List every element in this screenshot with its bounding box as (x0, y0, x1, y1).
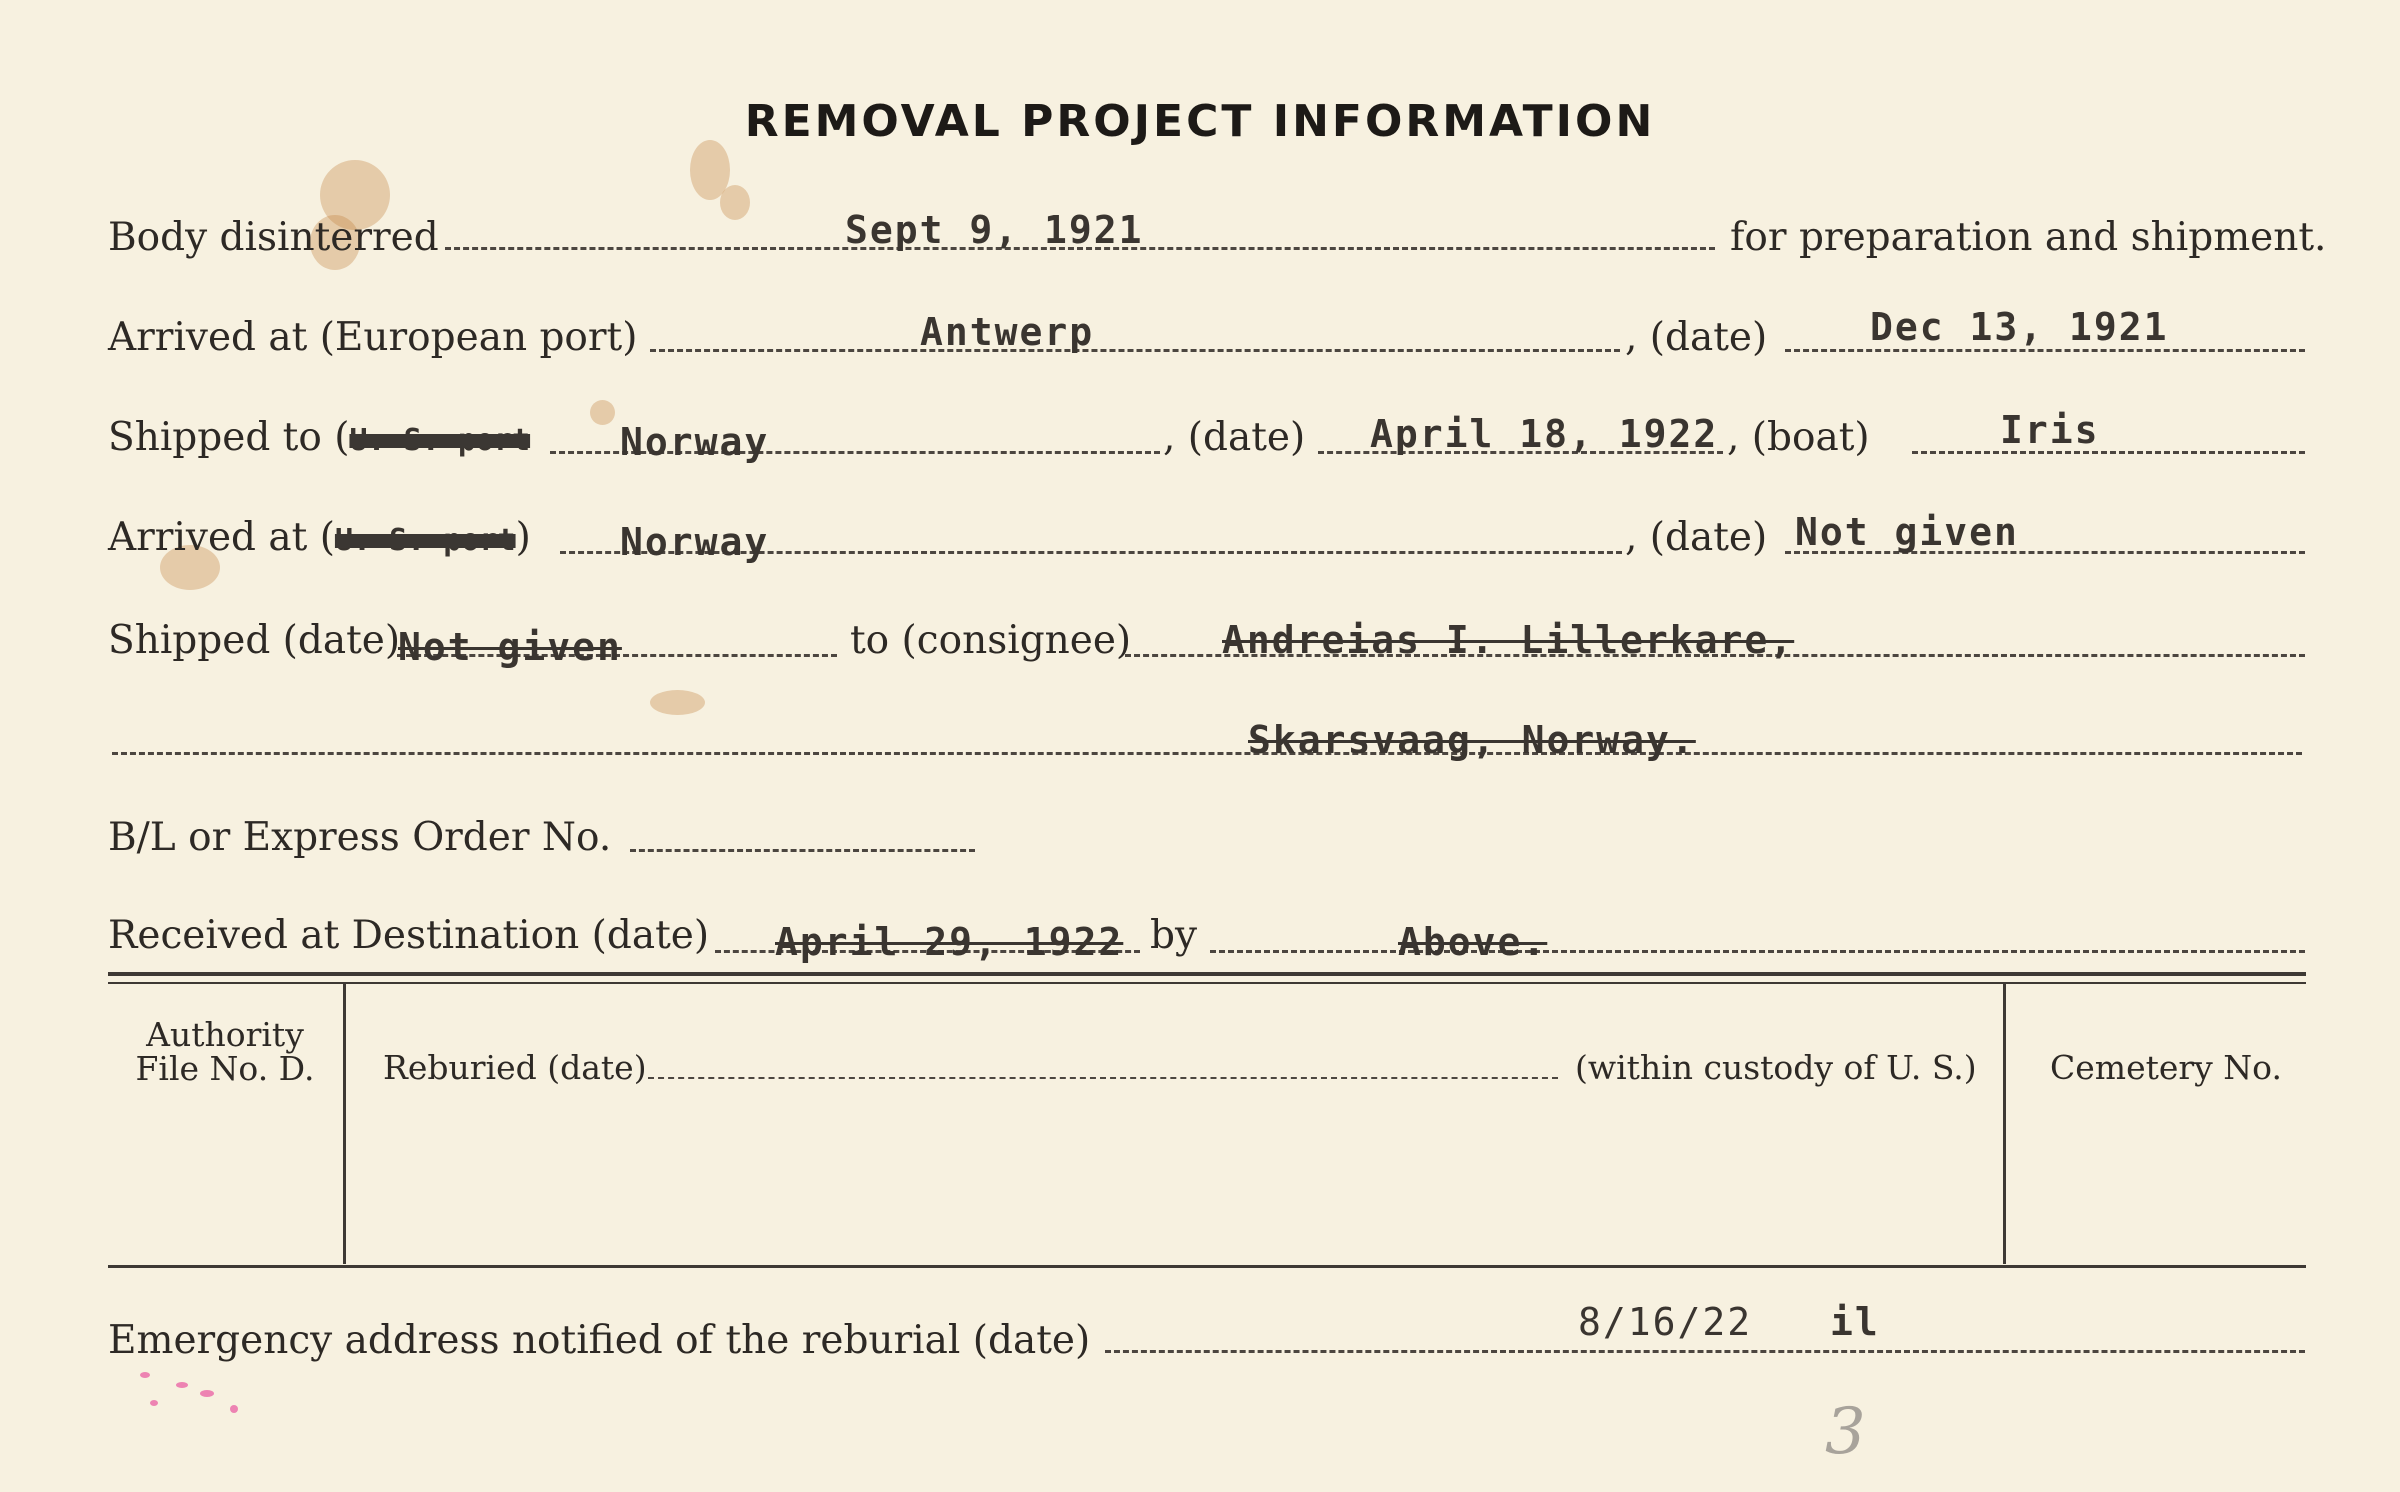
body-disinterred-date: Sept 9, 1921 (845, 208, 1144, 252)
shipped-date-row-label: Shipped (date) (108, 618, 401, 663)
received-destination-label: Received at Destination (date) (108, 913, 710, 958)
boat-label: , (boat) (1727, 415, 1870, 460)
stain (650, 690, 705, 715)
consignee-continuation-line (112, 752, 2302, 755)
box-top-rule-2 (108, 982, 2306, 984)
authority-line2: File No. D. (135, 1049, 315, 1088)
ink-spot (230, 1405, 238, 1413)
handwritten-mark: 3 (1825, 1395, 1866, 1469)
shipped-to-destination: Norway (620, 420, 770, 464)
form-title: REMOVAL PROJECT INFORMATION (744, 96, 1656, 147)
ink-spot (200, 1390, 214, 1397)
boat-line (1912, 451, 2305, 454)
arrived-at-label (108, 515, 531, 560)
emergency-initials: il (1830, 1300, 1880, 1344)
shipped-date-value: April 18, 1922 (1370, 412, 1719, 456)
emergency-label: Emergency address notified of the reburial (date) (108, 1318, 1091, 1363)
arrived-date-value: Not given (1795, 510, 2019, 554)
arrival-date-line (1785, 349, 2305, 352)
bl-order-label: B/L or Express Order No. (108, 815, 612, 860)
shipped-date-row-value: Not given (398, 625, 622, 669)
ink-spot (140, 1372, 150, 1378)
custody-label: (within custody of U. S.) (1575, 1048, 1977, 1087)
crossed-out-text: U. S. port (349, 423, 531, 458)
reburied-line (648, 1077, 1558, 1079)
arrived-date-label: , (date) (1625, 515, 1768, 560)
bl-order-line (630, 849, 975, 852)
shipped-to-prefix: Shipped to ( (108, 415, 350, 460)
shipped-date-label: , (date) (1163, 415, 1306, 460)
emergency-date: 8/16/22 (1578, 1300, 1753, 1344)
body-disinterred-label: Body disinterred (108, 215, 439, 260)
arrival-date-label: , (date) (1625, 315, 1768, 360)
consignee-line2-value: Skarsvaag, Norway. (1248, 718, 1696, 762)
box-divider-left (343, 984, 346, 1264)
arrived-at-suffix: ) (515, 515, 531, 560)
preparation-suffix: for preparation and shipment. (1730, 215, 2327, 260)
ink-spot (176, 1382, 188, 1388)
shipped-to-label (108, 415, 530, 460)
stain (720, 185, 750, 220)
box-divider-right (2003, 984, 2006, 1264)
european-port-label: Arrived at (European port) (108, 315, 638, 360)
european-port-line (650, 349, 1620, 352)
authority-line1: Authority (146, 1015, 304, 1054)
arrived-at-place: Norway (620, 520, 770, 564)
ink-spot (150, 1400, 158, 1406)
crossed-out-text: U. S. port (334, 523, 516, 558)
received-date-value: April 29, 1922 (775, 920, 1124, 964)
authority-label (115, 1015, 335, 1088)
by-value: Above. (1398, 920, 1548, 964)
arrived-at-prefix: Arrived at ( (108, 515, 335, 560)
boat-value: Iris (2000, 408, 2100, 452)
by-label: by (1150, 913, 1197, 958)
emergency-line (1105, 1350, 2305, 1353)
consignee-label: to (consignee) (850, 618, 1132, 663)
by-line (1210, 950, 2305, 953)
stain (590, 400, 615, 425)
arrival-date-value: Dec 13, 1921 (1870, 305, 2169, 349)
cemetery-label: Cemetery No. (2050, 1048, 2282, 1087)
consignee-line1-value: Andreias I. Lillerkare, (1222, 618, 1795, 662)
box-top-rule (108, 972, 2306, 976)
european-port-value: Antwerp (920, 310, 1095, 354)
box-bottom-rule (108, 1265, 2306, 1268)
reburied-label: Reburied (date) (383, 1048, 647, 1087)
